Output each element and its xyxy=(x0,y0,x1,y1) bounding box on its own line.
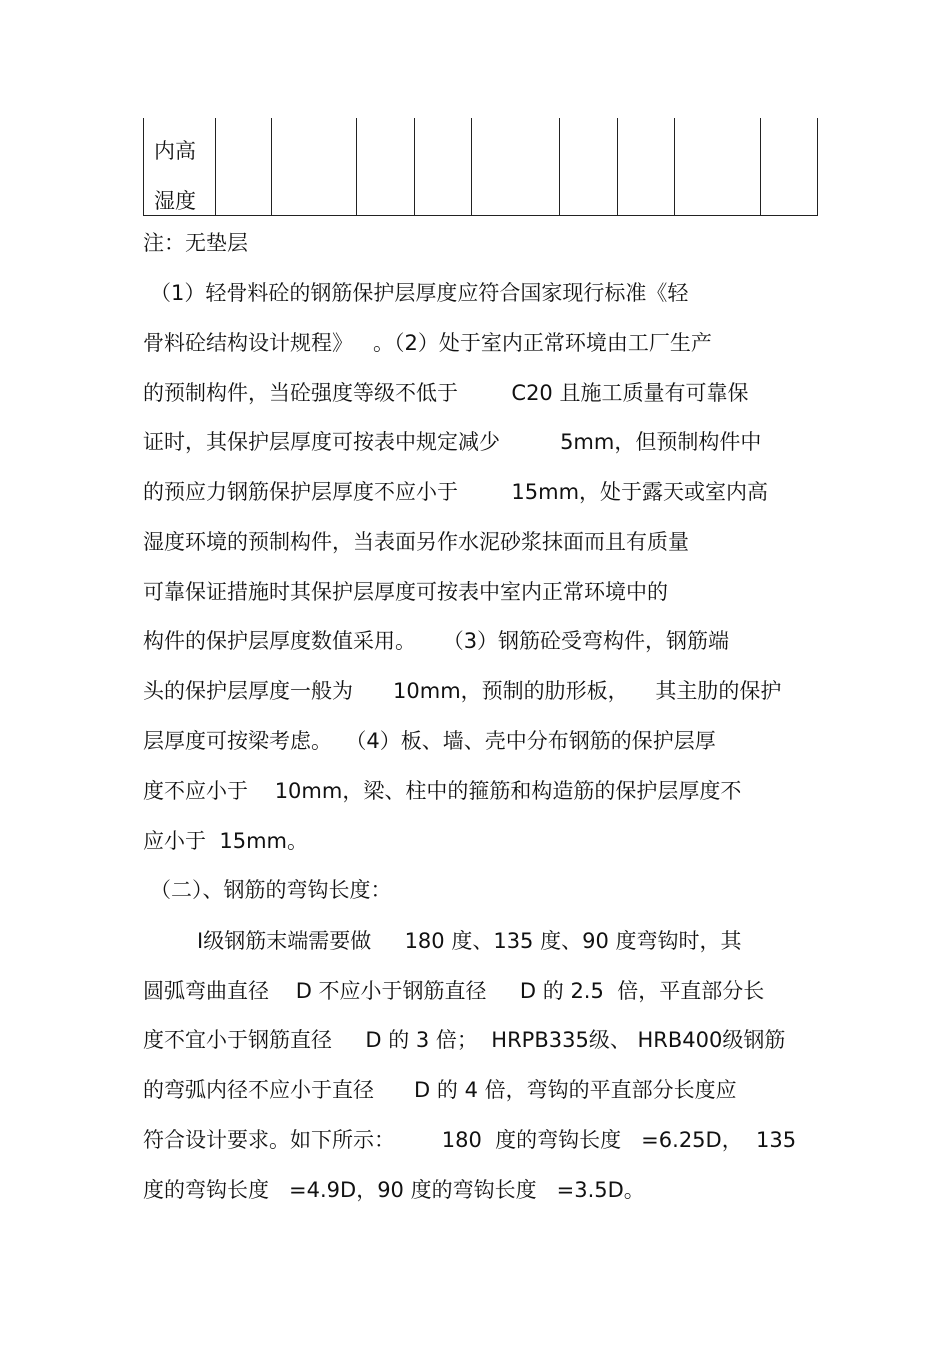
table-col-divider xyxy=(215,118,216,215)
paragraph-line: 的预应力钢筋保护层厚度不应小于 15mm，处于露天或室内高 xyxy=(143,480,769,504)
table-col-divider xyxy=(617,118,618,215)
table-fragment xyxy=(143,118,818,216)
section-heading: （二）、钢筋的弯钩长度： xyxy=(150,878,392,902)
table-col-divider xyxy=(559,118,560,215)
paragraph-line: 符合设计要求。如下所示： 180 度的弯钩长度 =6.25D， 135 xyxy=(143,1128,797,1152)
paragraph-line: 证时，其保护层厚度可按表中规定减少 5mm，但预制构件中 xyxy=(143,430,762,454)
paragraph-line: 层厚度可按梁考虑。 （4）板、墙、壳中分布钢筋的保护层厚 xyxy=(143,729,716,753)
table-col-divider xyxy=(356,118,357,215)
note-text: 注：无垫层 xyxy=(143,231,248,255)
table-col-divider xyxy=(271,118,272,215)
paragraph-line: 头的保护层厚度一般为 10mm，预制的肋形板， 其主肋的保护 xyxy=(143,679,782,703)
paragraph-line: 的弯弧内径不应小于直径 D 的 4 倍，弯钩的平直部分长度应 xyxy=(143,1078,737,1102)
table-row-label xyxy=(154,126,196,226)
paragraph-line: （1）轻骨料砼的钢筋保护层厚度应符合国家现行标准《轻 xyxy=(150,281,689,305)
table-col-divider xyxy=(471,118,472,215)
row-label-line2: 湿度 xyxy=(154,189,196,213)
paragraph-line: 应小于 15mm。 xyxy=(143,829,308,853)
paragraph-line: 构件的保护层厚度数值采用。 （3）钢筋砼受弯构件，钢筋端 xyxy=(143,629,730,653)
paragraph-line: 的预制构件，当砼强度等级不低于 C20 且施工质量有可靠保 xyxy=(143,381,749,405)
paragraph-line: 可靠保证措施时其保护层厚度可按表中室内正常环境中的 xyxy=(143,580,668,604)
paragraph-line: 度不应小于 10mm，梁、柱中的箍筋和构造筋的保护层厚度不 xyxy=(143,779,742,803)
paragraph-line: 湿度环境的预制构件，当表面另作水泥砂浆抹面而且有质量 xyxy=(143,530,689,554)
paragraph-line: 度不宜小于钢筋直径 D 的 3 倍； HRPB335级、 HRB400级钢筋 xyxy=(143,1028,786,1052)
paragraph-line: 圆弧弯曲直径 D 不应小于钢筋直径 D 的 2.5 倍，平直部分长 xyxy=(143,979,765,1003)
row-label-line1: 内高 xyxy=(154,139,196,163)
table-col-divider xyxy=(414,118,415,215)
paragraph-line: 度的弯钩长度 =4.9D，90 度的弯钩长度 =3.5D。 xyxy=(143,1178,645,1202)
paragraph-line: 骨料砼结构设计规程》 。（2）处于室内正常环境由工厂生产 xyxy=(143,331,712,355)
table-col-divider xyxy=(817,118,818,215)
paragraph-line: Ⅰ级钢筋末端需要做 180 度、135 度、90 度弯钩时，其 xyxy=(197,929,742,953)
table-col-divider xyxy=(760,118,761,215)
table-col-divider xyxy=(674,118,675,215)
